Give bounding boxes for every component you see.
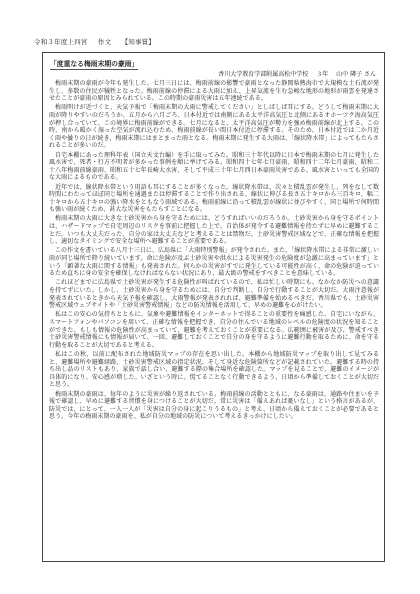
essay-paragraph: これほどまでに広島県で土砂災害が発生する危険性が叫ばれているので、私は忙しい時期にも、なかなか防災への意識を持てずにいた。しかし、土砂災害から身を守るためには、自分で判断し、自分で行動することが大切だ。大雨注意報が発表されているときから天気予報を確認し、大雨警報が発表されれば、避難準備を始めるべきだ。香川県でも、土砂災害警戒区域ウェブサイトや「土砂災害警戒情報」などの防災情報を活用して、早めの避難を心がけたい。: [49, 279, 379, 310]
essay-body: [49, 80, 379, 422]
essay-paragraph: 梅雨末期の豪雨は、毎年のように災害が繰り返されている。梅雨前線の活動とともに、なる豪雨は、通路や住まいを予報で確認し、早めに避難する習慣を身につけることが大切だ。常に災害は「備えあれば憂いなし」という格言があるが、防災では、にとって、一人一人が「災害は自分の身に起こりうるもの」と考え、日頃から備えておくことが必要であると思う。今年の梅雨末期の豪雨を、私が自分の地域の防災について考えるきっかけにしたい。: [49, 390, 379, 421]
essay-paragraph: この作文を書いている八月十三日に、広島県に「大雨特別警報」が発令された。また、「線状降水帯による非常に激しい雨が同じ場所で降り続いています。命に危険が及ぶ土砂災害や洪水による災害発生の危険度が急激に高まっています」という「顕著な大雨に関する情報」も発表された。何らかの災害がすでに発生している可能性が高く、命の危険が迫っているため直ちに身の安全を確保しなければならない状況にあり、最大級の警戒をすべきことを意味している。: [49, 247, 379, 278]
essay-title: 「度重なる梅雨末期の豪雨」: [50, 60, 139, 68]
essay-paragraph: 私はこの秋、以前に配布された地域防災マップの存在を思い出した。本棚から地域防災マップを取り出して見てみると、避難場所や避難経路、土砂災害警戒区域の指定状況、そして身近な危険箇所などが記載されていた。避難する時の持ち出し品のリストもあり、家族で話し合い、避難する際の集合場所を確認した。マップを見ることで、避難のイメージが具体的になり、安心感が増した。いざという時に、慌てることなく行動できるよう、日頃から準備しておくことが大切だと思う。: [49, 350, 379, 389]
author-grade: ３年: [316, 71, 329, 78]
header-year: 令和３年度上四宮: [34, 38, 88, 46]
author-line: [212, 69, 376, 78]
header-category: 作文: [97, 38, 112, 46]
essay-paragraph: 近年では、線状降水帯という用語も耳にすることが多くなった。線状降水帯は、次々と積乱雲が発生し、列をなして数時間にわたってほぼ同じ場所を通過または停滞することで作り出される、線状に伸びる長さ五十キロから三百キロ、幅二十キロから五十キロの強い降水をともなう雨域である。梅雨前線に沿って積乱雲が線状に並びやすく、同じ場所で何時間も強い雨が続くため、甚大な災害をもたらすことになる。: [49, 183, 379, 214]
author-name: 山中 隣子 さん: [336, 71, 376, 78]
essay-paragraph: 私はこの安心の気持ちとともに、気象や避難情報をインターネットで得ることの重要性を痛感した。自宅にいながら、スマートフォンやパソコンを用いて、正確な情報を把握でき、自分の住んでいる地域のレベルの危険度の状況を知ることができた。もしも情報の危険性が高まっていて、避難を考えておくことが重要になる。広範囲に被害が及び、警戒すべき土砂災害警戒情報にも情報が届いて、一回、避難しておくことで自分の身を守るように避難行動を取るために、命を守る行動を取ることが大切であると考える。: [49, 311, 379, 349]
essay-paragraph: 自宅本棚にあった理科年表（国立天文台編）を手に取ってみた。昭和三十年代以降に日本で梅雨末期の七月に発生した風水害で、死者・行方不明者が多かった事例を順に挙げてみる。昭和四十七年七月豪雨、昭和四十二年七月豪雨、昭和二十八年梅雨前線豪雨、昭和五十七年長崎大水害、そして平成三十年七月西日本豪雨災害である。風水害といっても全国的な大雨によるものである。: [49, 151, 379, 182]
essay-paragraph: 梅雨明けが近づくと、天気予報で「梅雨末期の大雨に警戒してください」としばしば耳にする。どうして梅雨末期に大雨が降りやすいのだろうか。五月から六月ごろ、日本付近では南側にある太平洋高気圧と北側にあるオホーツク海高気圧が押し合っていて、この境界に梅雨前線ができる。七月になると、太平洋高気圧が勢力を強め梅雨前線が北上する。この時、南から暖かく湿った空気が流れ込むため、梅雨前線が長い間日本付近に停滞する。そのため、日本付近では二か月近く雨や曇りの日が続き、梅雨末期にはまとまった雨となる。梅雨末期に発生する大雨は、「線状降水帯」によってもたらされることが多いのだ。: [49, 104, 379, 150]
header-award-tag: 【知事賞】: [121, 38, 156, 46]
essay-paragraph: 梅雨末期の大雨に大きな土砂災害から身を守るためには、どうすればいいのだろうか。土砂災害から身を守るポイントは、ハザードマップで自宅周辺のリスクを事前に把握した上で、自治体が発令する避難情報を待たずに早めに避難することだ。いつも大丈夫だった、自分の家は大丈夫などと考えることは禁物だ。土砂災害警戒区域などで、正確な情報を把握し、適切なタイミングで安全な場所へ避難することが重要である。: [49, 215, 379, 246]
author-school: 香川大学教育学部附属高松中学校: [218, 71, 309, 78]
essay-paragraph: 梅雨末期の豪雨が今年も発生した。七月三日には、梅雨前線の影響で豪雨となった静岡県熱海市で大規模な土石流が発生し、多数の住民が犠牲となった。梅雨前線の停滞による大雨に加え、上昇気流を生む急峻な地形の地形が雨雲を発達させたことが豪雨の原因とみられている。この時期の豪雨災害は五年連続である。: [49, 80, 379, 103]
page-header: [34, 37, 163, 46]
